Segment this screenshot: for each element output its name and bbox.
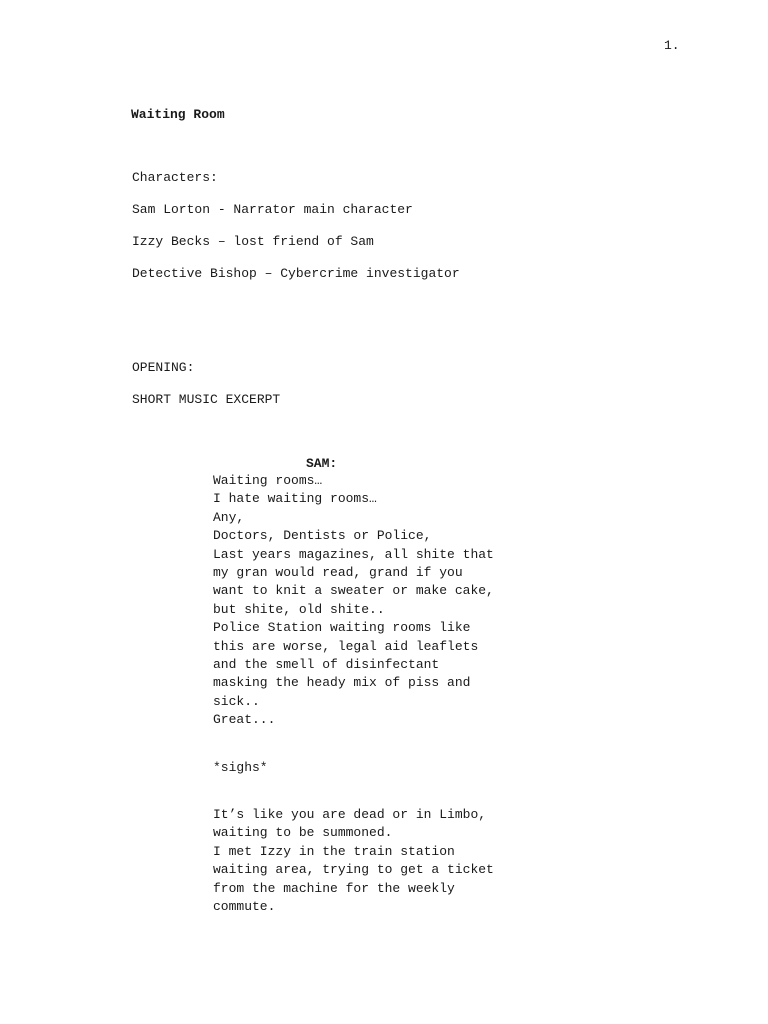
dialogue-line: and the smell of disinfectant <box>213 657 440 673</box>
action-block <box>213 759 553 777</box>
dialogue-line: It’s like you are dead or in Limbo, <box>213 807 487 822</box>
script-title: Waiting Room <box>131 107 225 122</box>
dialogue-line: want to knit a sweater or make cake, <box>213 583 494 599</box>
character-entry: Detective Bishop – Cybercrime investigator <box>132 266 460 281</box>
dialogue-line: this are worse, legal aid leaflets <box>213 638 479 654</box>
dialogue-line: Police Station waiting rooms like <box>213 620 471 636</box>
dialogue-line: waiting to be summoned. <box>213 825 393 841</box>
dialogue-block-2 <box>213 806 553 916</box>
dialogue-line: Waiting rooms… <box>213 473 323 488</box>
character-entry: Izzy Becks – lost friend of Sam <box>132 234 374 249</box>
dialogue-line: I hate waiting rooms… <box>213 491 377 507</box>
character-entry: Sam Lorton - Narrator main character <box>132 202 413 217</box>
opening-heading: OPENING: <box>132 360 195 375</box>
dialogue-line: Great... <box>213 712 276 728</box>
speaker-name: SAM: <box>306 456 338 471</box>
opening-direction: SHORT MUSIC EXCERPT <box>132 392 281 407</box>
characters-heading: Characters: <box>132 170 218 185</box>
dialogue-line: my gran would read, grand if you <box>213 565 463 581</box>
dialogue-line: Last years magazines, all shite that <box>213 546 494 562</box>
dialogue-line: waiting area, trying to get a ticket <box>213 862 494 878</box>
dialogue-line: Any, <box>213 509 245 525</box>
action-line: *sighs* <box>213 760 268 775</box>
dialogue-line: commute. <box>213 899 276 915</box>
dialogue-line: sick.. <box>213 693 260 709</box>
dialogue-line: but shite, old shite.. <box>213 601 385 617</box>
dialogue-line: masking the heady mix of piss and <box>213 675 471 691</box>
dialogue-line: I met Izzy in the train station <box>213 843 455 859</box>
dialogue-line: from the machine for the weekly <box>213 880 455 896</box>
page-number: 1. <box>664 38 680 53</box>
dialogue-block-1 <box>213 472 553 730</box>
dialogue-line: Doctors, Dentists or Police, <box>213 528 432 544</box>
